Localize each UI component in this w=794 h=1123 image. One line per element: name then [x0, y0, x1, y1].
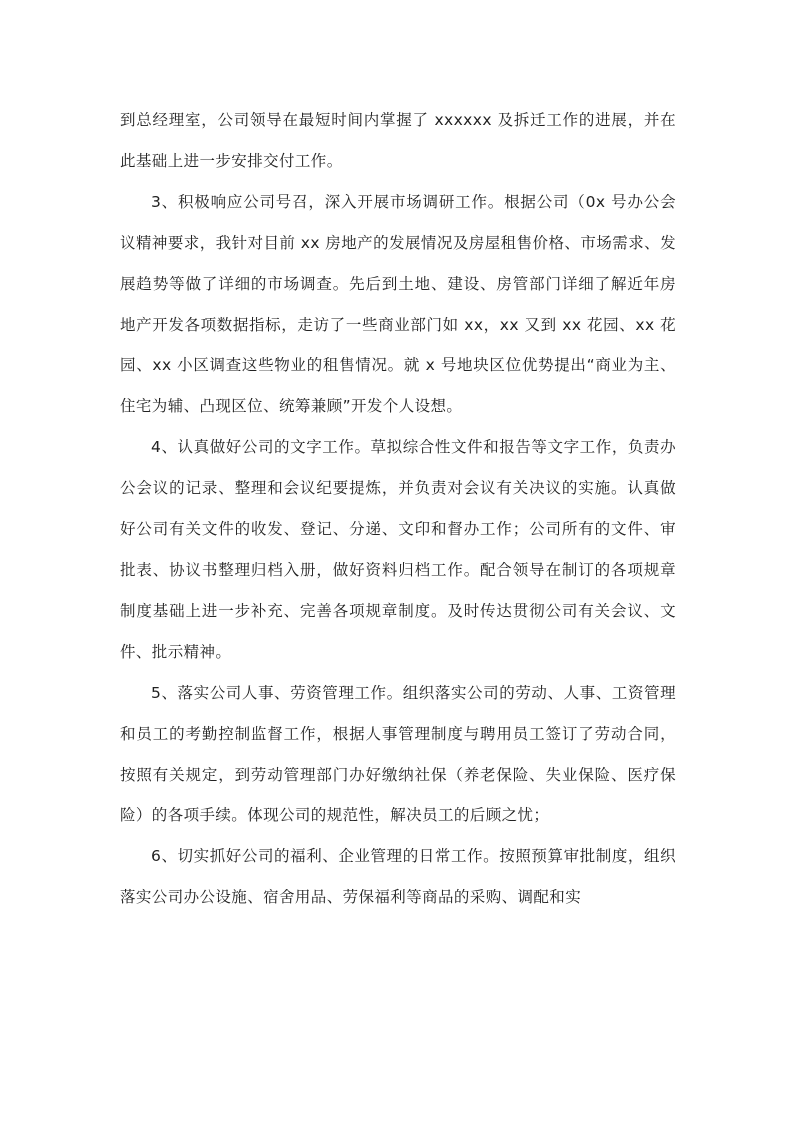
paragraph-item-6: 6、切实抓好公司的福利、企业管理的日常工作。按照预算审批制度，组织落实公司办公设施、宿舍用品、劳保福利等商品的采购、调配和实	[120, 847, 676, 907]
paragraph-item-4: 4、认真做好公司的文字工作。草拟综合性文件和报告等文字工作，负责办公会议的记录、整理和会议纪要提炼，并负责对会议有关决议的实施。认真做好公司有关文件的收发、登记、分递、文印和督办工作；公司所有的文件、审批表、协议书整理归档入册，做好资料归档工作。配合领导在制订的各项规章制度基础上进一步补充、完善各项规章制度。及时传达贯彻公司有关会议、文件、批示精神。	[120, 438, 676, 661]
paragraph-item-5: 5、落实公司人事、劳资管理工作。组织落实公司的劳动、人事、工资管理和员工的考勤控制监督工作，根据人事管理制度与聘用员工签订了劳动合同，按照有关规定，到劳动管理部门办好缴纳社保（养老保险、失业保险、医疗保险）的各项手续。体现公司的规范性，解决员工的后顾之忧；	[120, 683, 676, 825]
body-text	[120, 100, 676, 918]
paragraph-continuation: 到总经理室，公司领导在最短时间内掌握了 xxxxxx 及拆迁工作的进展，并在此基础上进一步安排交付工作。	[120, 111, 676, 170]
paragraph-item-3: 3、积极响应公司号召，深入开展市场调研工作。根据公司（0x 号办公会议精神要求，我针对目前 xx 房地产的发展情况及房屋租售价格、市场需求、发展趋势等做了详细的市场调查。先后到土地、建设、房管部门详细了解近年房地产开发各项数据指标，走访了一些商业部门如 xx，xx 又到 xx 花园、xx 花园、xx 小区调查这些物业的租售情况。就 x 号地块区位优势提出“商业为主、住宅为辅、凸现区位、统筹兼顾”开发个人设想。	[120, 192, 676, 416]
